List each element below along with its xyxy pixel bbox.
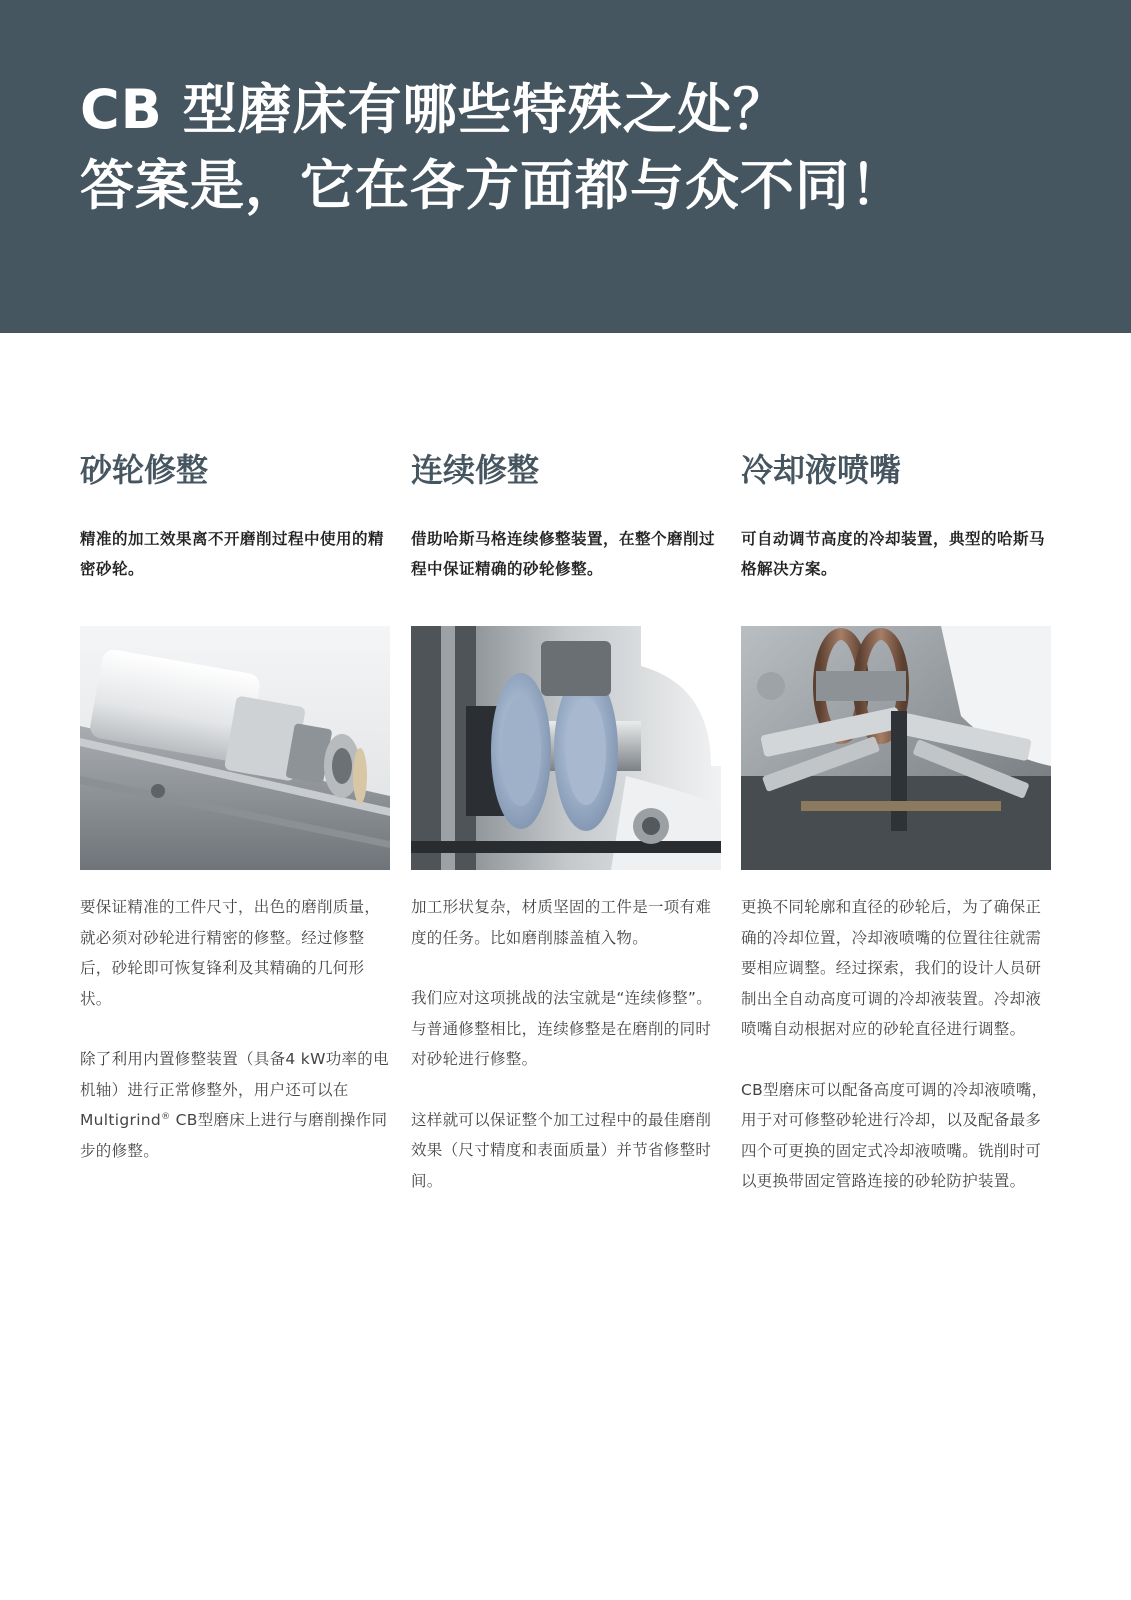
body-paragraph: 我们应对这项挑战的法宝就是“连续修整”。与普通修整相比，连续修整是在磨削的同时对砂轮进行修整。	[411, 989, 713, 1068]
body-paragraph: 要保证精准的工件尺寸，出色的磨削质量，就必须对砂轮进行精密的修整。经过修整后，砂轮即可恢复锋利及其精确的几何形状。	[80, 898, 381, 1008]
photo-dressing-spindle	[80, 626, 390, 870]
registered-mark: ®	[161, 1111, 171, 1122]
dressing-spindle-illustration	[80, 626, 390, 870]
column-lead: 借助哈斯马格连续修整装置，在整个磨削过程中保证精确的砂轮修整。	[411, 530, 716, 578]
column-body	[80, 892, 392, 1196]
photo-grinding-wheels	[411, 626, 721, 870]
body-paragraph: 这样就可以保证整个加工过程中的最佳磨削效果（尺寸精度和表面质量）并节省修整时间。	[411, 1110, 712, 1190]
page-title	[80, 72, 905, 224]
column-heading: 冷却液喷嘴	[741, 451, 902, 489]
title-line-1: CB 型磨床有哪些特殊之处？	[80, 78, 788, 141]
column-body	[411, 892, 723, 1226]
body-paragraph-text: CB型磨床上进行与磨削操作同步的修整。	[80, 1111, 388, 1160]
header-banner	[0, 0, 1131, 333]
photo-coolant-nozzles	[741, 626, 1051, 870]
column-continuous-dressing	[411, 440, 721, 1190]
brand-name: Multigrind	[80, 1111, 162, 1129]
column-body	[741, 892, 1053, 1227]
body-paragraph	[80, 1044, 392, 1166]
body-paragraph: 加工形状复杂，材质坚固的工件是一项有难度的任务。比如磨削膝盖植入物。	[411, 898, 712, 947]
column-heading: 连续修整	[411, 451, 540, 489]
column-lead: 精准的加工效果离不开磨削过程中使用的精密砂轮。	[80, 530, 385, 578]
body-paragraph: 更换不同轮廓和直径的砂轮后，为了确保正确的冷却位置，冷却液喷嘴的位置往往就需要相应调整。经过探索，我们的设计人员研制出全自动高度可调的冷却液装置。冷却液喷嘴自动根据对应的砂轮直径进行调整。	[741, 898, 1042, 1038]
grinding-wheels-illustration	[411, 626, 721, 870]
body-paragraph: CB型磨床可以配备高度可调的冷却液喷嘴，用于对可修整砂轮进行冷却，以及配备最多四个可更换的固定式冷却液喷嘴。铣削时可以更换带固定管路连接的砂轮防护装置。	[741, 1080, 1048, 1190]
coolant-nozzles-illustration	[741, 626, 1051, 870]
column-lead: 可自动调节高度的冷却装置，典型的哈斯马格解决方案。	[741, 530, 1046, 578]
column-coolant-nozzle	[741, 440, 1051, 1190]
title-line-2: 答案是，它在各方面都与众不同！	[80, 154, 905, 217]
column-heading: 砂轮修整	[80, 451, 209, 489]
column-wheel-dressing	[80, 440, 390, 1160]
body-paragraph-text: 除了利用内置修整装置（具备4 kW功率的电机轴）进行正常修整外，用户还可以在	[80, 1050, 389, 1099]
